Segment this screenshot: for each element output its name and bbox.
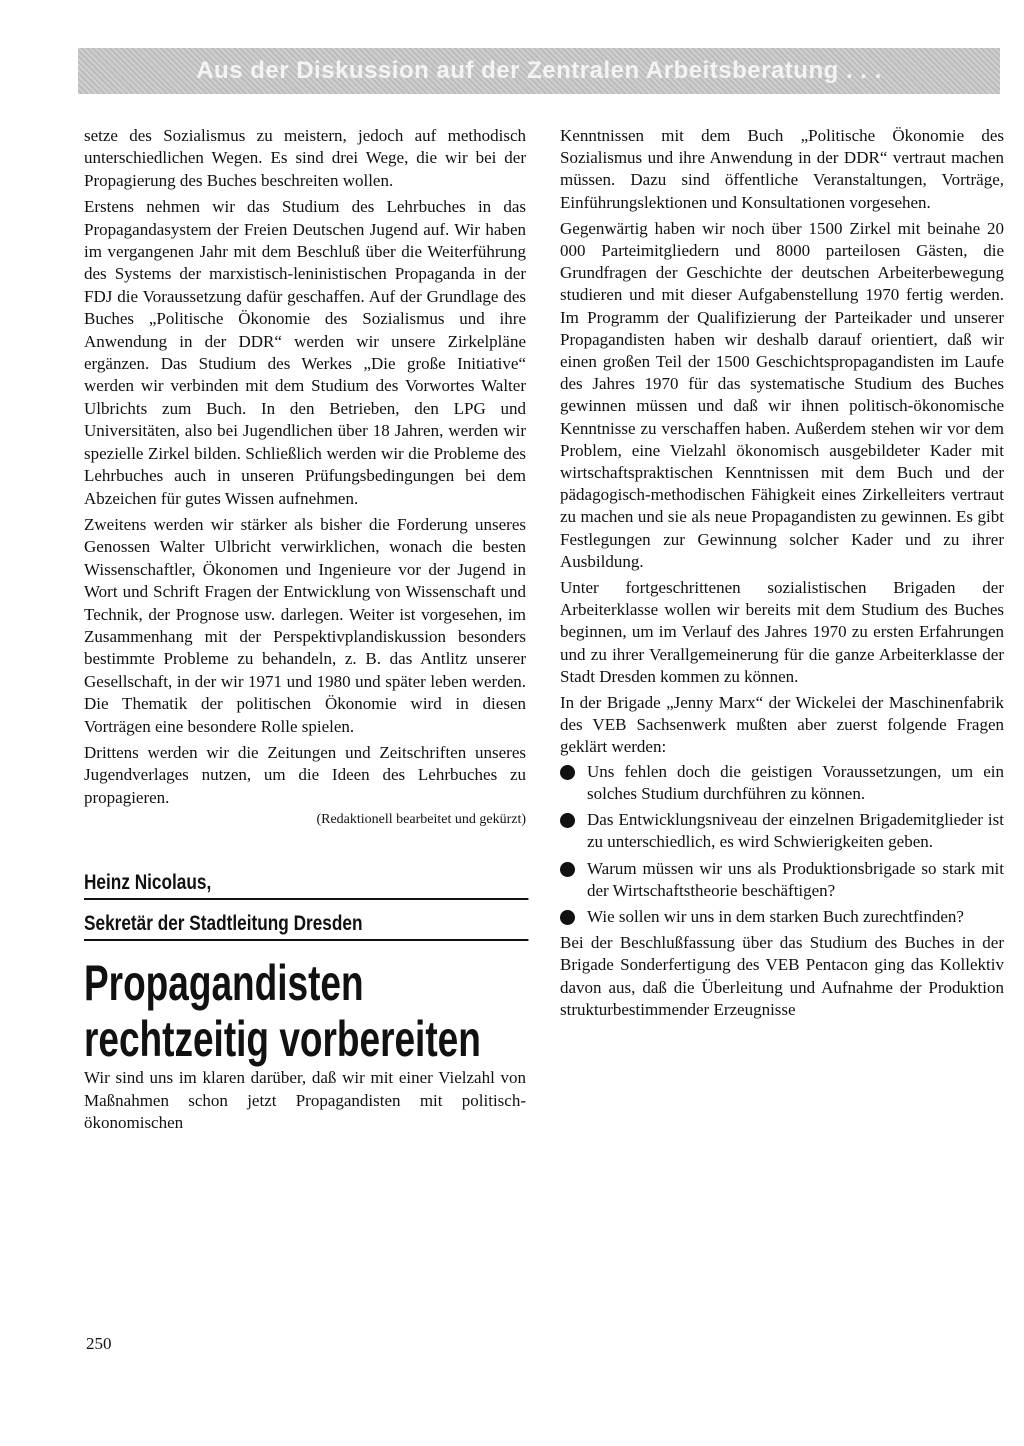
author-name: Heinz Nicolaus, xyxy=(84,869,528,900)
left-paragraph-1: setze des Sozialismus zu meistern, jedoch auf methodisch unterschiedlichen Wegen. Es sind drei Wege, die wir bei der Propagierung des Buches beschreiten wollen. xyxy=(84,126,526,190)
author-name-rule xyxy=(84,869,626,900)
left-paragraph-3: Zweitens werden wir stärker als bisher die Forderung unseres Genossen Walter Ulbricht verwirklichen, wonach die besten Wissenschaftler, Ökonomen und Ingenieure vor der Jugend in Wort und Schrift Fragen der Entwicklung von Wissenschaft und Technik, der Prognose usw. darlegen. Weiter ist vorgesehen, im Zusammenhang mit der Perspektivplandiskussion besonders bestimmte Probleme zu behandeln, z. B. das Antlitz unserer Gesellschaft, in der wir 1971 und 1980 und später leben werden. Die Thematik der politischen Ökonomie wird in diesen Vorträgen eine besondere Rolle spielen. xyxy=(84,514,526,736)
bullet-icon xyxy=(560,813,575,828)
bullet-icon xyxy=(560,862,575,877)
left-column xyxy=(84,125,526,1134)
right-paragraph-4: In der Brigade „Jenny Marx“ der Wickelei der Maschinenfabrik des VEB Sachsenwerk mußten aber zuerst folgende Fragen geklärt werden: xyxy=(560,693,1004,757)
left-paragraph-4: Drittens werden wir die Zeitungen und Zeitschriften unseres Jugendverlages nutzen, um die Ideen des Lehrbuches zu propagieren. xyxy=(84,742,526,807)
headline-line-2: rechtzeitig vorbereiten xyxy=(84,1011,481,1068)
page-number: 250 xyxy=(86,1334,112,1353)
bullet-icon xyxy=(560,765,575,780)
left-paragraph-2: Erstens nehmen wir das Studium des Lehrbuches in das Propagandasystem der Freien Deutschen Jugend auf. Wir haben im vergangenen Jahr mit dem Beschluß über die Weiterführung des Systems der marxistisch-leninistischen Propaganda in der FDJ die Voraussetzung dafür geschaffen. Auf der Grundlage des Buches „Politische Ökonomie des Sozialismus und ihre Anwendung in der DDR“ werden wir unsere Zirkelpläne ergänzen. Das Studium des Werkes „Die große Initiative“ werden wir verbinden mit dem Studium des Vorwortes Walter Ulbrichts zum Buch. In den Betrieben, den LPG und Universitäten, also bei Jugendlichen über 18 Jahren, werden wir spezielle Zirkel bilden. Schließlich werden wir die Probleme des Lehrbuches auch in unseren Prüfungsbedingungen bei dem Abzeichen für gutes Wissen aufnehmen. xyxy=(84,197,526,508)
list-item-text: Warum müssen wir uns als Produktionsbrigade so stark mit der Wirtschaftstheorie beschäftigen? xyxy=(587,858,1004,900)
list-item-text: Uns fehlen doch die geistigen Voraussetzungen, um ein solches Studium durchführen zu können. xyxy=(587,761,1004,803)
list-item xyxy=(560,809,1004,853)
list-item xyxy=(560,858,1004,902)
author-block xyxy=(84,869,526,941)
author-role-rule xyxy=(84,910,626,941)
question-list xyxy=(560,761,1004,928)
right-paragraph-1: Kenntnissen mit dem Buch „Politische Ökonomie des Sozialismus und ihre Anwendung in der DDR“ vertraut machen müssen. Dazu sind öffentliche Veranstaltungen, Vorträge, Einführungslektionen und Konsultationen vorgesehen. xyxy=(560,126,1004,212)
author-role: Sekretär der Stadtleitung Dresden xyxy=(84,910,528,941)
right-paragraph-2: Gegenwärtig haben wir noch über 1500 Zirkel mit beinahe 20 000 Parteimitgliedern und 8000 parteilosen Gästen, die Grundfragen der Geschichte der deutschen Arbeiterbewegung studieren und mit dieser Aufgabenstellung 1970 fertig werden. Im Programm der Qualifizierung der Parteikader und unserer Propagandisten haben wir deshalb darauf orientiert, daß wir einen großen Teil der 1500 Geschichtspropagandisten im Laufe des Jahres 1970 für das systematische Studium des Buches gewinnen müssen und daß wir ihnen politisch-ökonomische Kenntnisse zu verschaffen haben. Außerdem stehen wir vor dem Problem, eine Vielzahl ökonomisch ausgebildeter Kader mit wirtschaftspraktischen Kenntnissen mit dem Buch und der pädagogisch-methodischen Fähigkeit eines Zirkelleiters vertraut zu machen und sie als neue Propagandisten zu gewinnen. Es gibt Festlegungen zur Gewinnung solcher Kader und zu ihrer Ausbildung. xyxy=(560,218,1004,571)
bullet-icon xyxy=(560,910,575,925)
editorial-note: (Redaktionell bearbeitet und gekürzt) xyxy=(316,812,526,828)
running-header xyxy=(78,48,1000,94)
right-column xyxy=(560,125,1004,1021)
right-paragraph-3: Unter fortgeschrittenen sozialistischen Brigaden der Arbeiterklasse wollen wir bereits mit dem Studium des Buches beginnen, um im Verlauf des Jahres 1970 zu ersten Erfahrungen und zu ihrer Verallgemeinerung für die ganze Arbeiterklasse der Stadt Dresden kommen zu können. xyxy=(560,578,1004,686)
headline-line-1: Propagandisten xyxy=(84,955,364,1012)
list-item xyxy=(560,906,1004,928)
lead-paragraph: Wir sind uns im klaren darüber, daß wir mit einer Vielzahl von Maßnahmen schon jetzt Propagandisten mit politisch-ökonomischen xyxy=(84,1068,526,1132)
list-item-text: Das Entwicklungsniveau der einzelnen Brigademitglieder ist zu unterschiedlich, es wird Schwierigkeiten geben. xyxy=(587,810,1004,852)
list-item-text: Wie sollen wir uns in dem starken Buch zurechtfinden? xyxy=(587,906,964,926)
right-closing-paragraph: Bei der Beschlußfassung über das Studium des Buches in der Brigade Sonderfertigung des VEB Pentacon ging das Kollektiv davon aus, daß die Überleitung und Aufnahme der Produktion strukturbestimmender Erzeugnisse xyxy=(560,933,1004,1019)
article-headline xyxy=(84,955,481,1068)
running-header-title: Aus der Diskussion auf der Zentralen Arbeitsberatung . . . xyxy=(196,57,882,84)
list-item xyxy=(560,761,1004,805)
